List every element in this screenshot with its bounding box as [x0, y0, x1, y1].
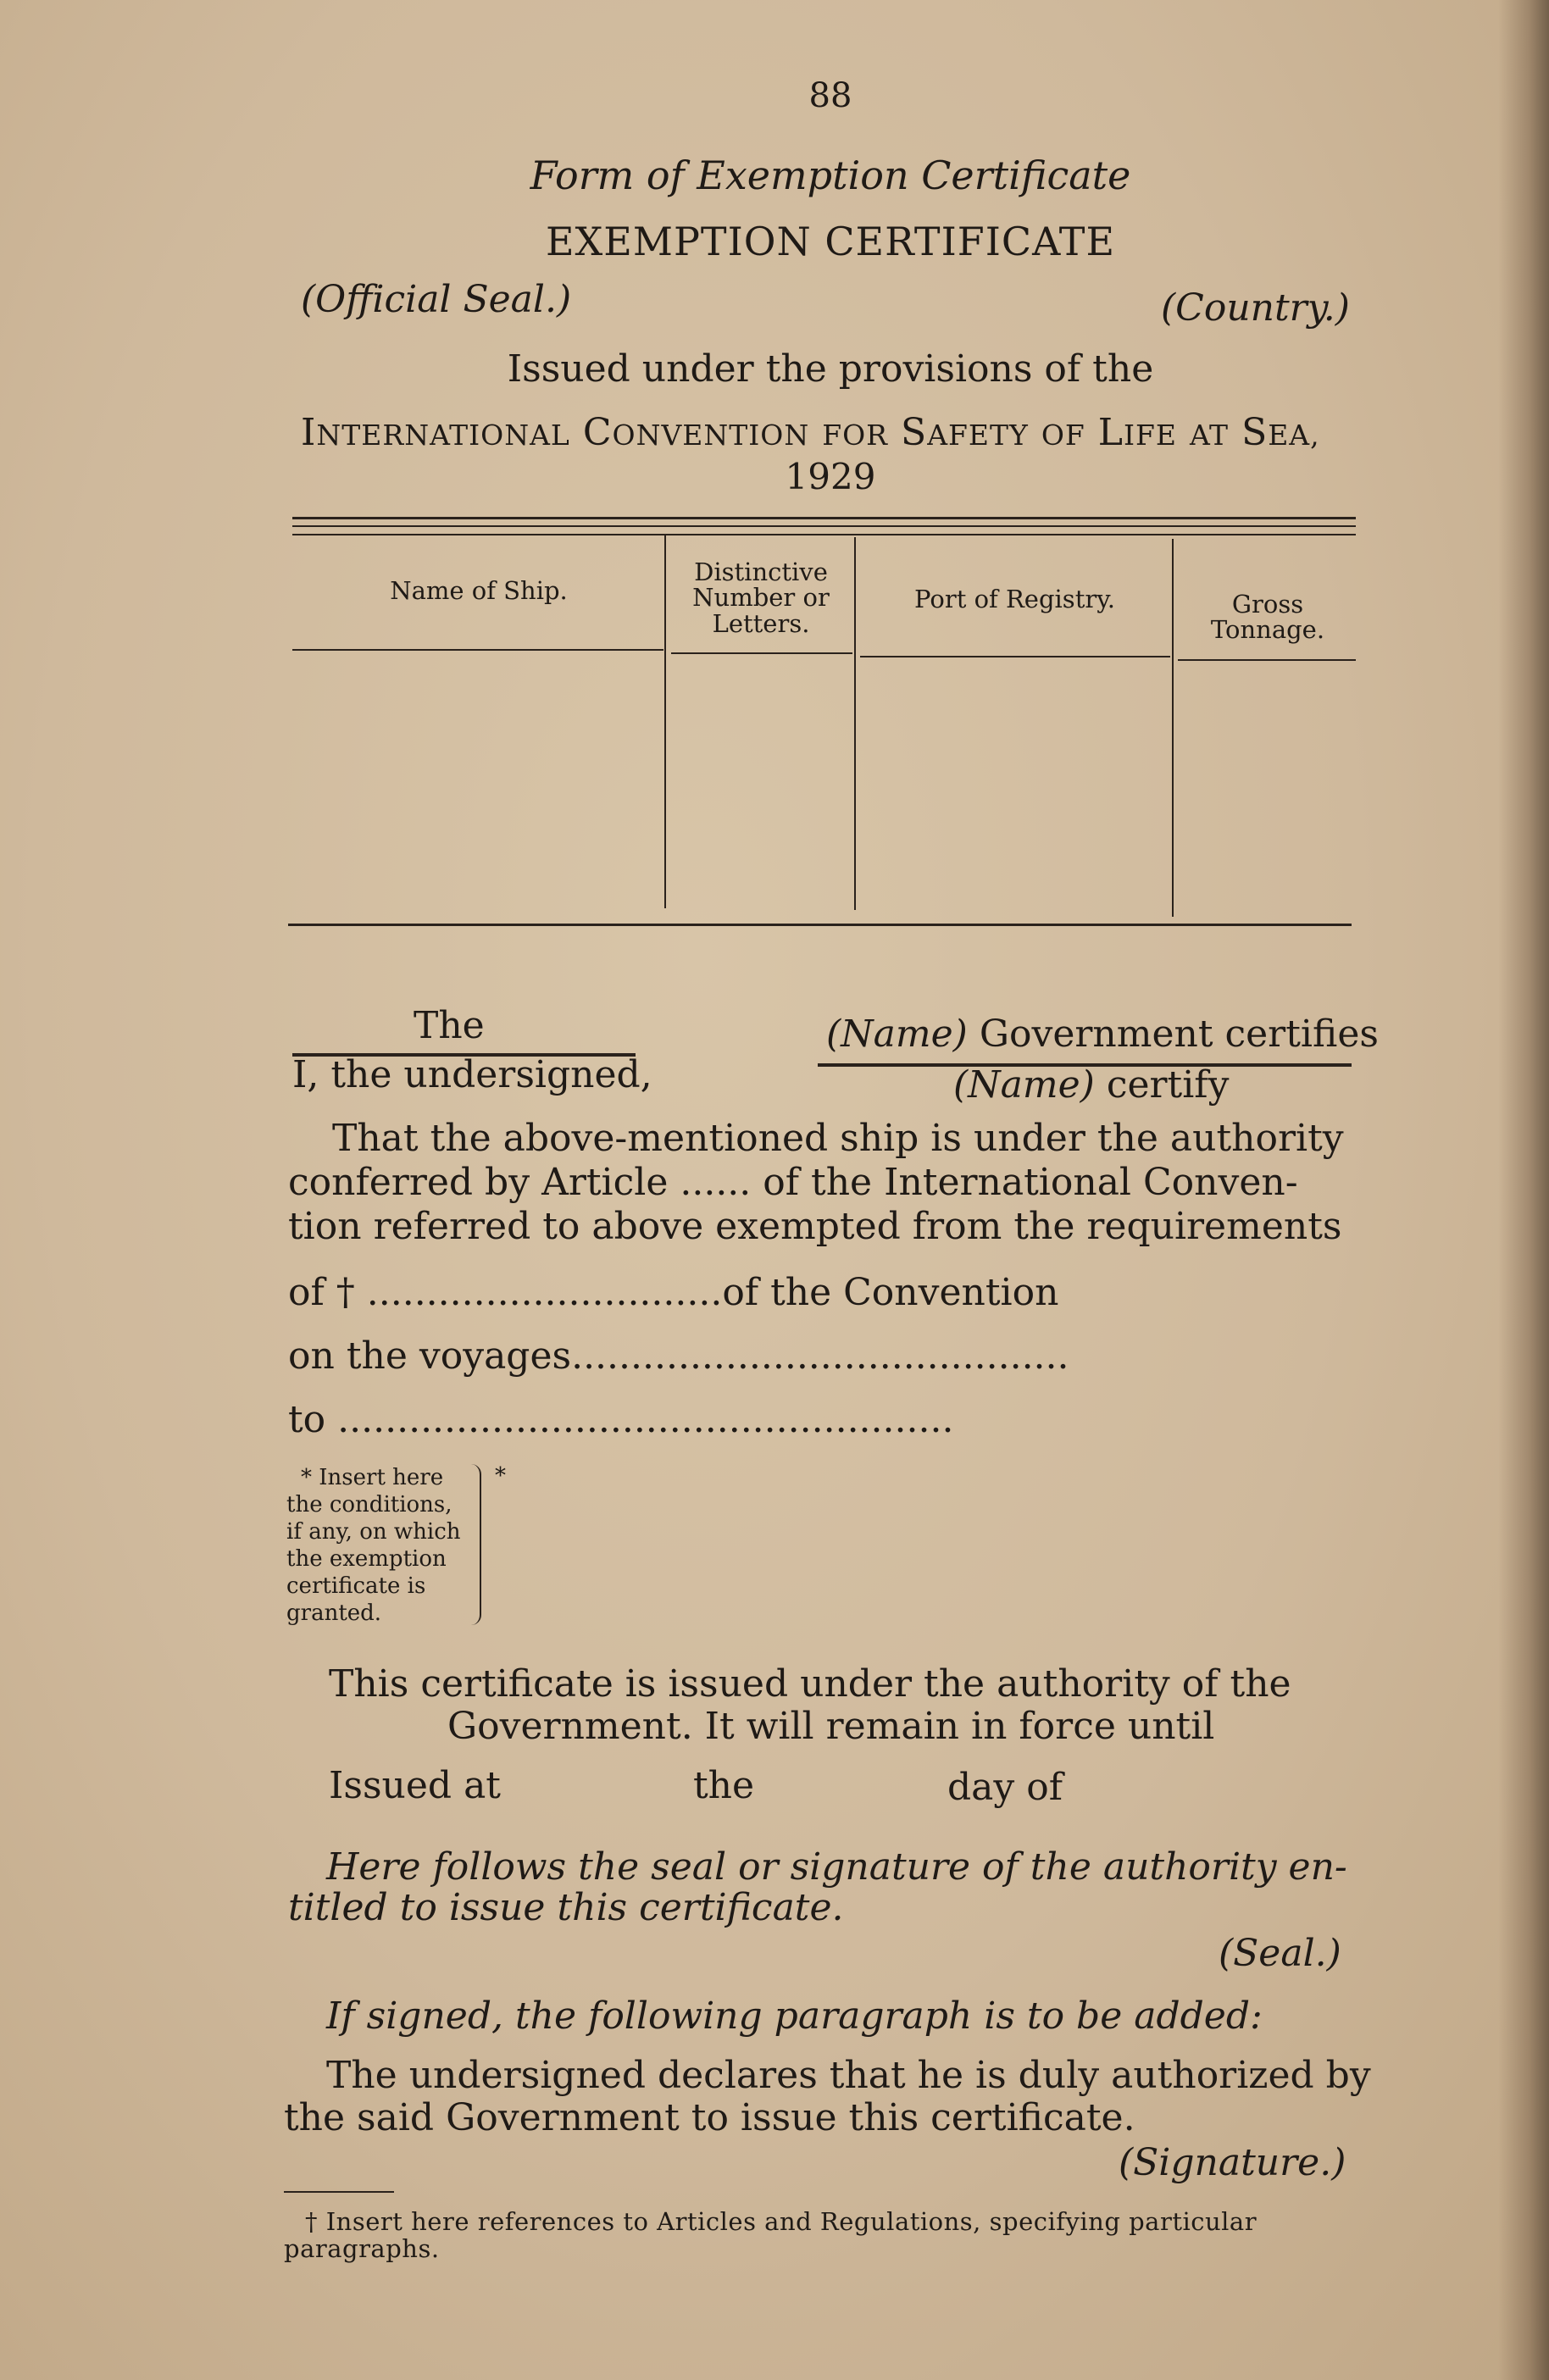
- signature-label: (Signature.): [1119, 2141, 1346, 2184]
- name-certify-line: (Name) certify: [953, 1063, 1230, 1107]
- the-date-label: the: [693, 1764, 755, 1807]
- country-label: (Country.): [1161, 286, 1350, 330]
- declares-line-2: the said Government to issue this certificate.: [284, 2096, 1135, 2139]
- official-seal-label: (Official Seal.): [301, 278, 572, 321]
- table-divider-1: [664, 535, 666, 908]
- body-line-2: conferred by Article ...... of the International Conven-: [288, 1161, 1298, 1204]
- table-header-name-of-ship: Name of Ship.: [390, 576, 568, 605]
- body-line-5: on the voyages..........................................: [288, 1334, 1069, 1378]
- i-undersigned-label: I, the undersigned,: [292, 1053, 652, 1096]
- note-brace: [471, 1464, 481, 1625]
- issued-under-text: Issued under the provisions of the: [507, 347, 1154, 391]
- body-line-4: of † ..............................of the Convention: [288, 1271, 1059, 1314]
- table-header-distinctive-number: Distinctive Number or Letters.: [692, 558, 830, 638]
- body-line-6: to ....................................................: [288, 1398, 954, 1441]
- if-signed-text: If signed, the following paragraph is to be added:: [326, 1994, 1263, 2038]
- seal-note-line-1: Here follows the seal or signature of the authority en-: [326, 1845, 1347, 1889]
- footnote-rule: [284, 2191, 394, 2193]
- day-of-label: day of: [947, 1766, 1063, 1809]
- table-header-port-of-registry: Port of Registry.: [914, 585, 1115, 613]
- header-underline-3: [860, 656, 1170, 657]
- footnote-line-2: paragraphs.: [284, 2234, 440, 2263]
- table-top-rule-2: [292, 525, 1356, 527]
- convention-name: INTERNATIONAL CONVENTION FOR SAFETY OF LIFE AT SEA,: [301, 411, 1320, 454]
- note-asterisk: *: [495, 1463, 506, 1489]
- seal-label: (Seal.): [1219, 1932, 1341, 1975]
- table-header-gross-tonnage: Gross Tonnage.: [1210, 590, 1325, 645]
- authority-line-2: Government. It will remain in force until: [447, 1705, 1215, 1748]
- table-divider-2: [854, 537, 856, 910]
- table-top-rule: [292, 517, 1356, 519]
- header-underline-2: [671, 652, 852, 654]
- declares-line-1: The undersigned declares that he is duly authorized by: [326, 2054, 1371, 2097]
- form-title: Form of Exemption Certificate: [530, 153, 1131, 198]
- seal-note-line-2: titled to issue this certificate.: [288, 1886, 844, 1929]
- convention-year: 1929: [785, 456, 876, 497]
- authority-line-1: This certificate is issued under the authority of the: [329, 1662, 1291, 1706]
- header-underline-1: [292, 649, 663, 651]
- header-underline-4: [1178, 659, 1356, 661]
- footnote-line-1: † Insert here references to Articles and Regulations, specifying particular: [305, 2207, 1258, 2236]
- government-certifies-line: (Name) Government certifies: [826, 1012, 1379, 1056]
- table-top-rule-3: [292, 534, 1356, 535]
- certificate-title: EXEMPTION CERTIFICATE: [545, 219, 1116, 264]
- the-label: The: [414, 1004, 485, 1047]
- body-line-1: That the above-mentioned ship is under the authority: [332, 1117, 1344, 1160]
- body-line-3: tion referred to above exempted from the requirements: [288, 1205, 1342, 1248]
- issued-at-label: Issued at: [329, 1764, 501, 1807]
- table-bottom-rule: [288, 924, 1352, 926]
- table-divider-3: [1172, 539, 1174, 917]
- page-number: 88: [808, 76, 852, 115]
